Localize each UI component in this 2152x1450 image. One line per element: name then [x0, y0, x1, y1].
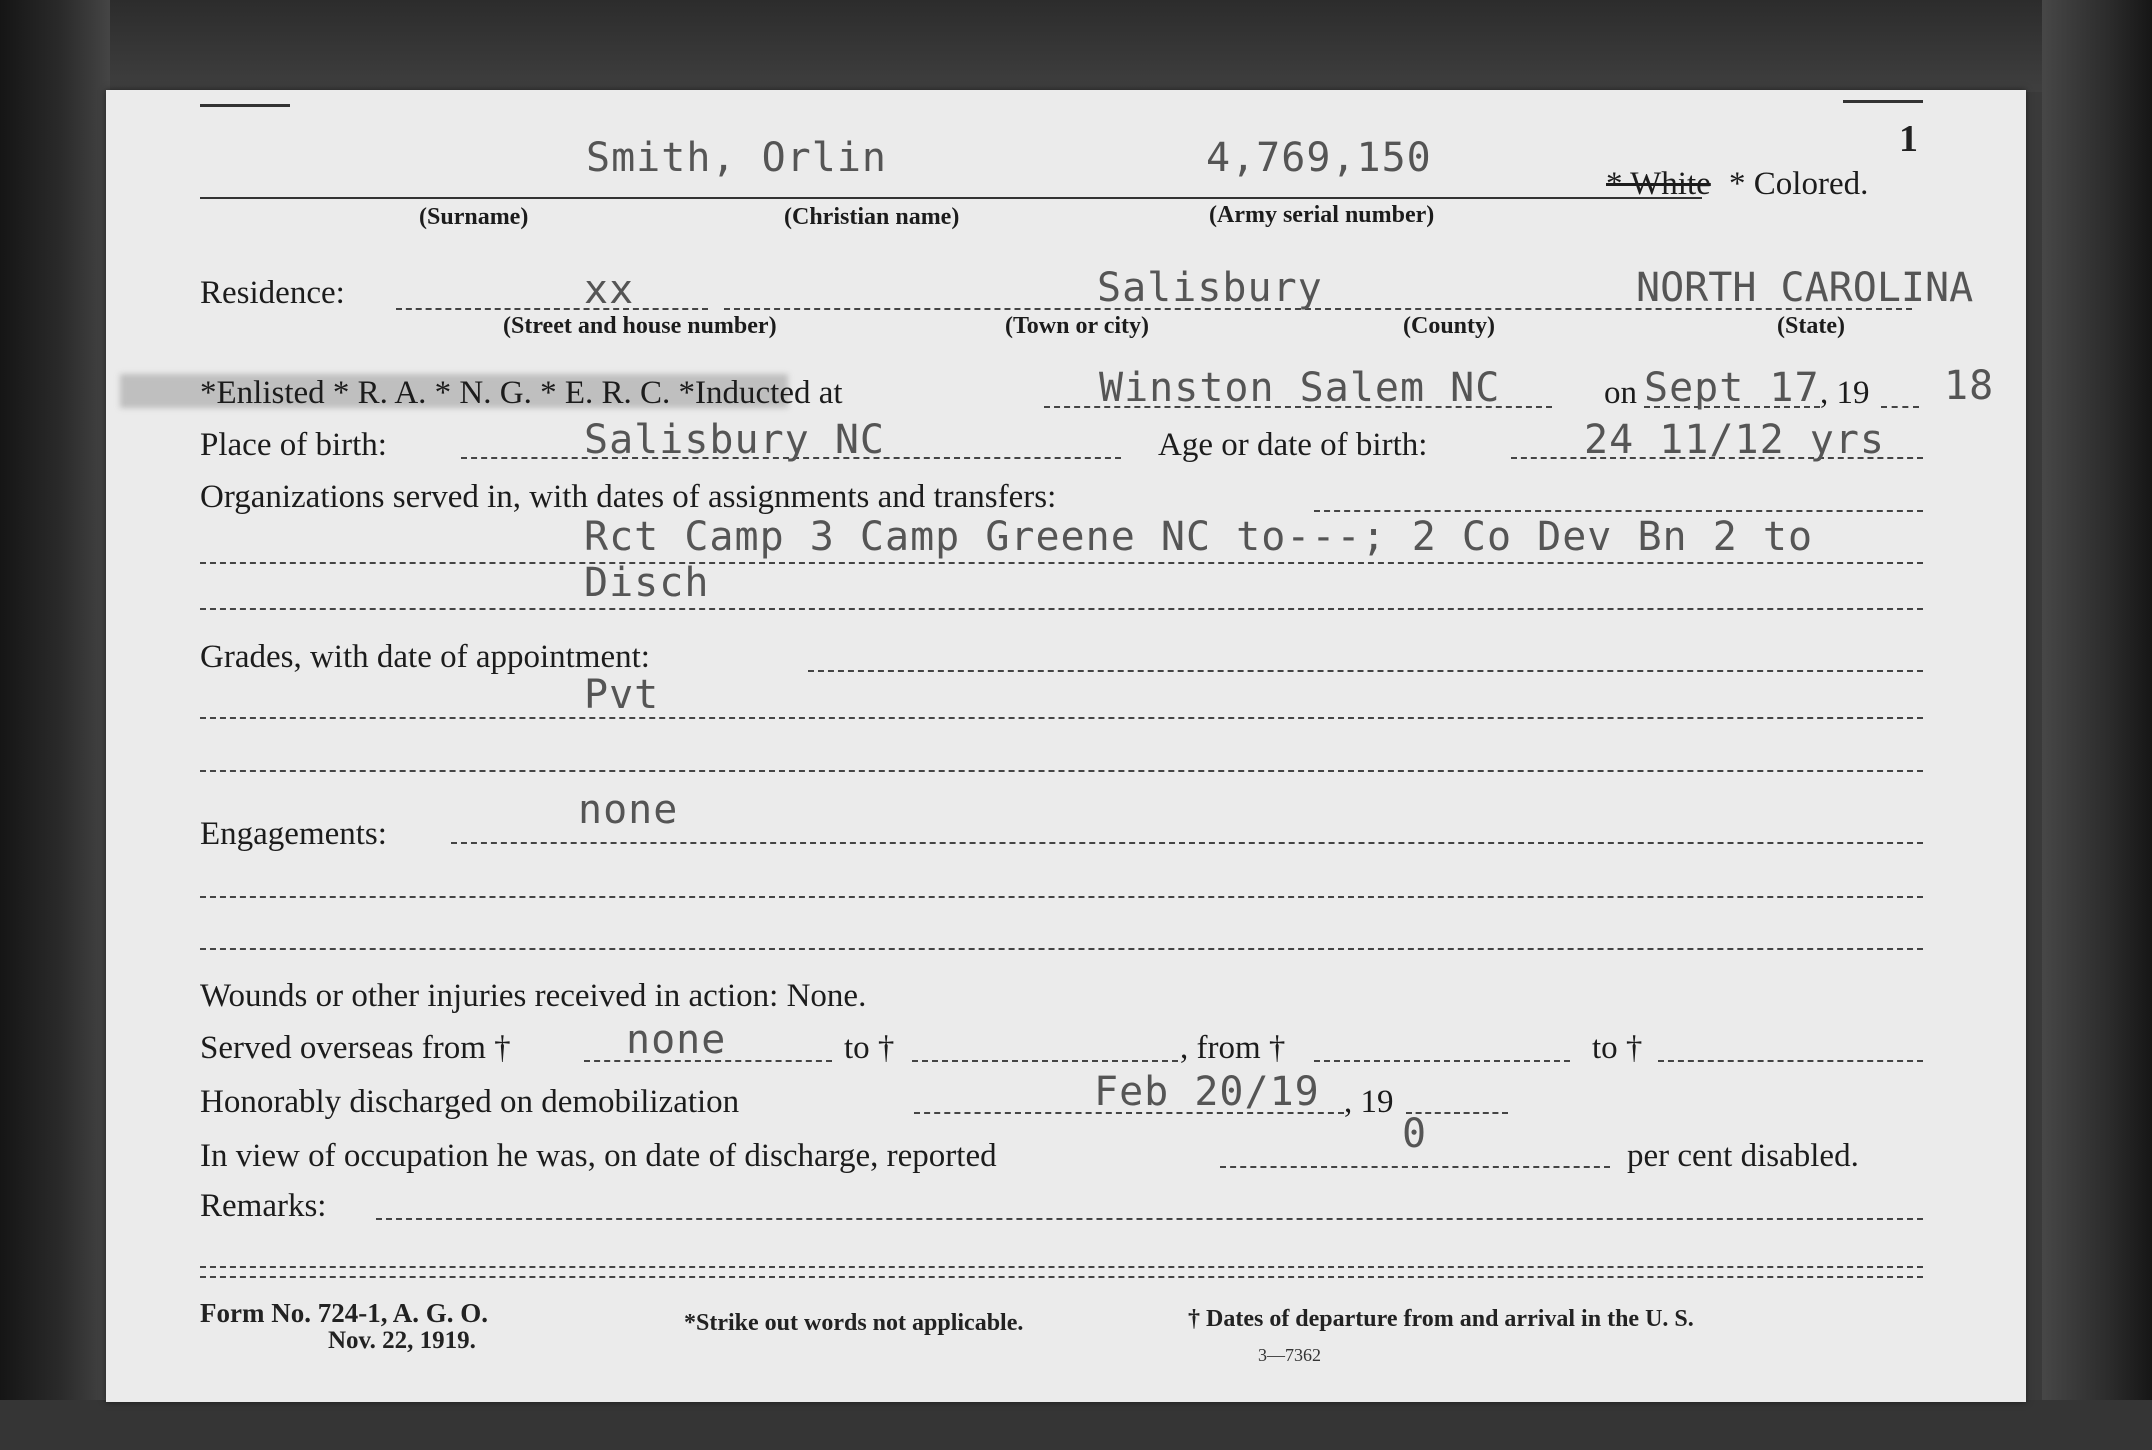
- remarks-label: Remarks:: [200, 1188, 327, 1224]
- form-date: Nov. 22, 1919.: [328, 1327, 476, 1354]
- surname-christian-name-value: Smith, Orlin: [586, 135, 887, 181]
- strike-out-footnote: *Strike out words not applicable.: [684, 1310, 1024, 1336]
- remarks-line-2: [200, 1276, 1923, 1278]
- discharge-year-prefix: , 19: [1344, 1084, 1394, 1120]
- wounds-text: Wounds or other injuries received in action: None.: [200, 978, 867, 1014]
- on-label: on: [1604, 375, 1637, 411]
- served-overseas-label: Served overseas from †: [200, 1030, 511, 1066]
- enlistment-type-text: *Enlisted * R. A. * N. G. * E. R. C. *Inducted at: [200, 375, 843, 411]
- scan-background-bottom: [0, 1400, 2152, 1450]
- disability-line: [1220, 1166, 1610, 1168]
- overseas-to-label: to †: [844, 1030, 895, 1066]
- overseas-to-2-line: [1658, 1060, 1923, 1062]
- overseas-to-line: [912, 1060, 1178, 1062]
- residence-label: Residence:: [200, 275, 345, 311]
- overseas-to-2-label: to †: [1592, 1030, 1643, 1066]
- residence-street-value: xx: [584, 267, 635, 313]
- year-prefix-label: , 19: [1820, 375, 1870, 411]
- top-right-rule: [1843, 100, 1923, 103]
- discharge-date-value: Feb 20/19: [1094, 1069, 1320, 1115]
- age-label: Age or date of birth:: [1158, 427, 1428, 463]
- residence-state-value: NORTH CAROLINA: [1636, 265, 1974, 311]
- scan-background-left: [0, 0, 110, 1450]
- remarks-line-1: [200, 1266, 1923, 1268]
- state-label: (State): [1777, 313, 1845, 339]
- residence-street-line: [396, 308, 708, 310]
- grades-value: Pvt: [584, 672, 660, 718]
- card-number: 1: [1899, 118, 1918, 160]
- birth-place-value: Salisbury NC: [584, 417, 885, 463]
- remarks-line-0: [376, 1218, 1923, 1220]
- grades-line-2: [200, 770, 1923, 772]
- disability-percent-value: 0: [1402, 1111, 1428, 1157]
- name-row-line: [200, 197, 1702, 199]
- surname-label: (Surname): [419, 204, 529, 230]
- inducted-year-line: [1881, 406, 1919, 408]
- town-label: (Town or city): [1005, 313, 1149, 339]
- age-value: 24 11/12 yrs: [1584, 417, 1885, 463]
- print-code: 3—7362: [1258, 1345, 1321, 1365]
- race-options: [1606, 168, 1868, 201]
- organizations-line-1: [200, 562, 1923, 564]
- dates-footnote: † Dates of departure from and arrival in the U. S.: [1188, 1306, 1694, 1332]
- christian-name-label: (Christian name): [784, 204, 960, 230]
- overseas-from-2-line: [1314, 1060, 1570, 1062]
- disability-text: In view of occupation he was, on date of discharge, reported: [200, 1138, 997, 1174]
- army-serial-number-value: 4,769,150: [1206, 135, 1432, 181]
- engagements-line-2: [200, 948, 1923, 950]
- residence-town-value: Salisbury: [1097, 265, 1323, 311]
- organizations-line-2: [200, 608, 1923, 610]
- inducted-date-value: Sept 17: [1644, 365, 1820, 411]
- engagements-line-1: [200, 896, 1923, 898]
- organizations-value-line-2: Disch: [584, 560, 710, 606]
- served-overseas-value: none: [626, 1017, 727, 1063]
- scan-background-top: [0, 0, 2152, 92]
- form-number: Form No. 724-1, A. G. O.: [200, 1298, 488, 1328]
- top-left-rule: [200, 104, 290, 107]
- grades-label: Grades, with date of appointment:: [200, 639, 650, 675]
- organizations-label: Organizations served in, with dates of assignments and transfers:: [200, 479, 1057, 515]
- scan-background-right: [2042, 0, 2152, 1450]
- inducted-year-value: 18: [1944, 363, 1995, 409]
- engagements-label: Engagements:: [200, 816, 387, 852]
- engagements-value: none: [578, 787, 679, 833]
- overseas-from-label: , from †: [1180, 1030, 1286, 1066]
- street-label: (Street and house number): [503, 313, 777, 339]
- percent-disabled-label: per cent disabled.: [1627, 1138, 1859, 1174]
- race-colored-option: * Colored.: [1729, 166, 1869, 202]
- organizations-line-0: [1314, 510, 1923, 512]
- grades-line-1: [200, 717, 1923, 719]
- army-serial-label: (Army serial number): [1209, 202, 1435, 228]
- birth-place-label: Place of birth:: [200, 427, 387, 463]
- county-label: (County): [1403, 313, 1496, 339]
- engagements-line-0: [451, 842, 1923, 844]
- grades-line-0: [808, 670, 1923, 672]
- service-record-card: [106, 90, 2026, 1402]
- inducted-at-value: Winston Salem NC: [1099, 365, 1501, 411]
- discharge-label: Honorably discharged on demobilization: [200, 1084, 740, 1120]
- organizations-value-line-1: Rct Camp 3 Camp Greene NC to---; 2 Co Dev Bn 2 to: [584, 514, 1814, 560]
- race-white-option: * White: [1606, 166, 1711, 202]
